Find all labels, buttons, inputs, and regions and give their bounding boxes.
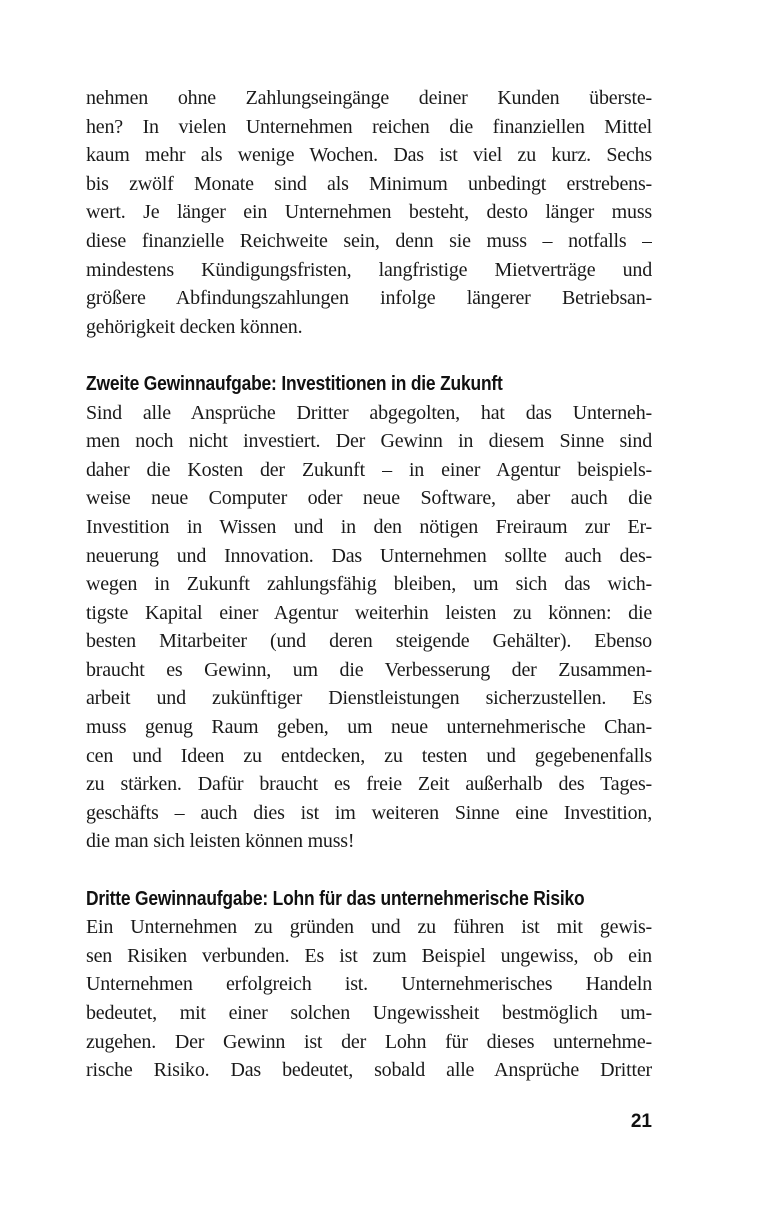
text-line: zugehen. Der Gewinn ist der Lohn für dieses unternehme- (86, 1030, 652, 1053)
text-line: mindestens Kündigungsfristen, langfristige Mietverträge und (86, 258, 652, 281)
page-text-block (86, 84, 652, 1085)
text-line: cen und Ideen zu entdecken, zu testen und gegebenenfalls (86, 744, 652, 767)
text-line: wegen in Zukunft zahlungsfähig bleiben, um sich das wich- (86, 573, 652, 596)
text-line: diese finanzielle Reichweite sein, denn sie muss – notfalls – (86, 229, 652, 252)
text-line: rische Risiko. Das bedeutet, sobald alle Ansprüche Dritter (86, 1059, 652, 1082)
text-line: geschäfts – auch dies ist im weiteren Sinne eine Investition, (86, 801, 652, 824)
text-line: besten Mitarbeiter (und deren steigende Gehälter). Ebenso (86, 630, 652, 653)
text-line: zu stärken. Dafür braucht es freie Zeit außerhalb des Tages- (86, 773, 652, 796)
text-line: hen? In vielen Unternehmen reichen die finanziellen Mittel (86, 115, 652, 138)
text-line: nehmen ohne Zahlungseingänge deiner Kunden überste- (86, 87, 652, 109)
text-line: bis zwölf Monate sind als Minimum unbedingt erstrebens- (86, 172, 652, 195)
text-line: wert. Je länger ein Unternehmen besteht, desto länger muss (86, 201, 652, 224)
text-line: bedeutet, mit einer solchen Ungewissheit bestmöglich um- (86, 1002, 652, 1024)
paragraph-investments-future (86, 399, 652, 857)
text-line: muss genug Raum geben, um neue unternehmerische Chan- (86, 716, 652, 739)
text-line: weise neue Computer oder neue Software, aber auch die (86, 487, 652, 510)
text-line: die man sich leisten können muss! (86, 830, 355, 853)
text-line: men noch nicht investiert. Der Gewinn in diesem Sinne sind (86, 430, 652, 453)
text-line: gehörigkeit decken können. (86, 315, 303, 338)
text-line: Unternehmen erfolgreich ist. Unternehmerisches Handeln (86, 973, 652, 996)
paragraph-financial-reach (86, 84, 652, 341)
heading-third-profit-task: Dritte Gewinnaufgabe: Lohn für das unternehmerische Risiko (86, 887, 585, 910)
text-line: Ein Unternehmen zu gründen und zu führen ist mit gewis- (86, 916, 652, 939)
text-line: größere Abfindungszahlungen infolge längerer Betriebsan- (86, 287, 652, 310)
text-line: tigste Kapital einer Agentur weiterhin leisten zu können: die (86, 601, 652, 624)
text-line: kaum mehr als wenige Wochen. Das ist viel zu kurz. Sechs (86, 144, 652, 167)
text-line: Investition in Wissen und in den nötigen Freiraum zur Er- (86, 515, 652, 538)
text-line: Sind alle Ansprüche Dritter abgegolten, hat das Unterneh- (86, 401, 652, 424)
text-line: braucht es Gewinn, um die Verbesserung der Zusammen- (86, 658, 652, 681)
text-line: arbeit und zukünftiger Dienstleistungen sicherzustellen. Es (86, 687, 652, 710)
text-line: neuerung und Innovation. Das Unternehmen sollte auch des- (86, 544, 652, 567)
page-number: 21 (630, 1111, 652, 1132)
text-line: daher die Kosten der Zukunft – in einer Agentur beispiels- (86, 458, 652, 481)
paragraph-entrepreneurial-risk (86, 913, 652, 1085)
text-line: sen Risiken verbunden. Es ist zum Beispiel ungewiss, ob ein (86, 944, 652, 967)
heading-second-profit-task: Zweite Gewinnaufgabe: Investitionen in die Zukunft (86, 372, 503, 395)
